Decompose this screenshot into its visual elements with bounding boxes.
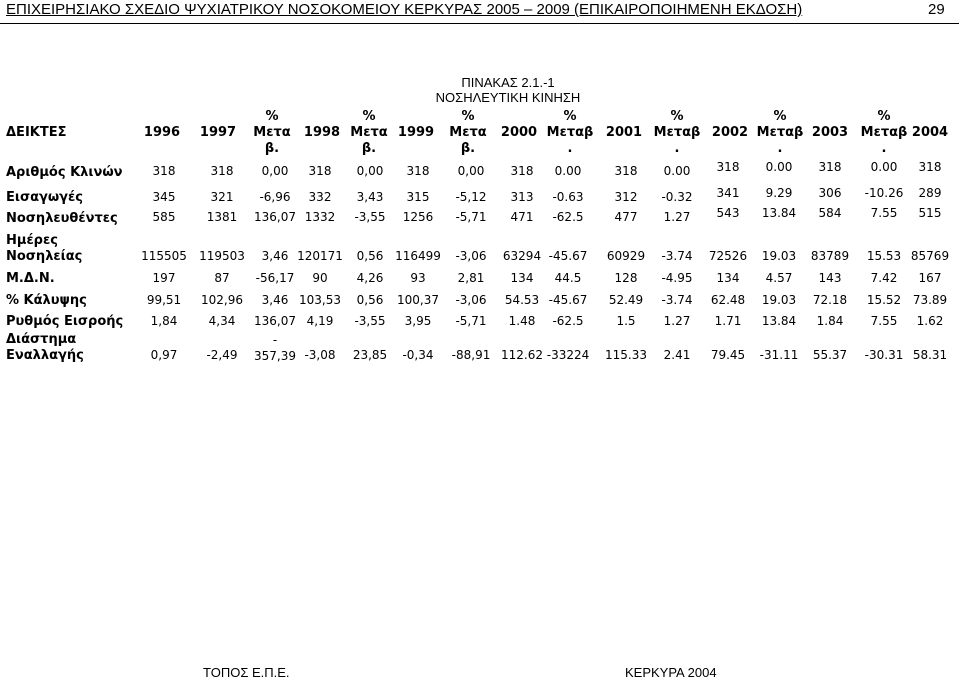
- table-cell: 128: [614, 271, 638, 285]
- column-header-line: 2002: [711, 125, 749, 140]
- row-label: [6, 314, 123, 330]
- table-cell: 2,81: [457, 271, 485, 285]
- table-cell: 7.55: [870, 206, 898, 220]
- column-header-line: 2004: [911, 125, 949, 140]
- column-header-line: Μεταβ: [653, 125, 701, 140]
- column-header-line: Μεταβ: [860, 125, 908, 140]
- table-cell: -62.5: [552, 314, 584, 328]
- table-cell: 90: [312, 271, 328, 285]
- footer-company: ΤΟΠΟΣ Ε.Π.Ε.: [203, 665, 290, 680]
- table-cell: 0.00: [663, 164, 691, 178]
- column-header: [544, 109, 596, 157]
- table-cell: -6,96: [259, 190, 291, 204]
- table-cell: 0,97: [150, 348, 178, 362]
- table-cell: -30.31: [864, 348, 904, 362]
- row-label-line: Εναλλαγής: [6, 348, 84, 363]
- table-cell: 0,56: [356, 293, 384, 307]
- table-cell: -10.26: [864, 186, 904, 200]
- column-header: [858, 109, 910, 157]
- column-header: [651, 109, 703, 157]
- table-cell: 85769: [910, 249, 950, 263]
- column-header-line: 1996: [143, 125, 181, 140]
- table-cell: 318: [716, 160, 740, 174]
- table-cell: -5,71: [455, 210, 487, 224]
- column-header-line: %: [362, 109, 376, 124]
- table-cell: 52.49: [608, 293, 644, 307]
- table-cell: 1.84: [816, 314, 844, 328]
- table-cell: 0,00: [457, 164, 485, 178]
- table-cell: 116499: [395, 249, 441, 263]
- row-label: [6, 293, 87, 309]
- table-cell: -62.5: [552, 210, 584, 224]
- table-cell: 93: [410, 271, 426, 285]
- column-header-line: Μεταβ: [756, 125, 804, 140]
- table-cell: 318: [406, 164, 430, 178]
- column-header-line: β.: [460, 141, 476, 156]
- column-header: [493, 125, 545, 141]
- table-cell: 289: [918, 186, 942, 200]
- table-cell: 4,26: [356, 271, 384, 285]
- column-header-line: .: [674, 141, 680, 156]
- row-label-line: Διάστημα: [6, 332, 77, 347]
- table-cell: -3,55: [354, 210, 386, 224]
- table-cell: -88,91: [451, 348, 491, 362]
- header-rule: [0, 23, 959, 24]
- table-cell: -0,34: [402, 348, 434, 362]
- footer-location-year: ΚΕΡΚΥΡΑ 2004: [625, 665, 717, 680]
- table-cell: 477: [614, 210, 638, 224]
- table-cell: -3,06: [455, 249, 487, 263]
- column-header: [442, 109, 494, 157]
- table-cell: 19.03: [761, 249, 797, 263]
- table-cell: 15.52: [866, 293, 902, 307]
- table-cell: 99,51: [146, 293, 182, 307]
- table-cell: -5,71: [455, 314, 487, 328]
- table-cell: 115.33: [605, 348, 647, 362]
- table-cell: 134: [510, 271, 534, 285]
- table-caption-number: ΠΙΝΑΚΑΣ 2.1.-1: [461, 75, 555, 90]
- table-cell: -3.74: [661, 249, 693, 263]
- table-cell: 197: [152, 271, 176, 285]
- table-cell: 0,00: [261, 164, 289, 178]
- table-cell: 72.18: [812, 293, 848, 307]
- table-cell: -2,49: [206, 348, 238, 362]
- table-cell: 0,56: [356, 249, 384, 263]
- table-cell: 83789: [810, 249, 850, 263]
- column-header-line: Μετα: [449, 125, 487, 140]
- table-cell: 54.53: [504, 293, 540, 307]
- row-label: [6, 271, 55, 287]
- table-cell: 0.00: [765, 160, 793, 174]
- table-caption: [338, 75, 678, 105]
- column-header: [343, 109, 395, 157]
- column-header: [904, 125, 956, 141]
- table-cell: 318: [818, 160, 842, 174]
- table-cell: -33224: [546, 348, 590, 362]
- table-cell: 345: [152, 190, 176, 204]
- row-label-line: Εισαγωγές: [6, 190, 83, 205]
- column-header: [136, 125, 188, 141]
- table-cell: 1256: [402, 210, 434, 224]
- column-header-line: %: [877, 109, 891, 124]
- row-label: [6, 332, 84, 364]
- column-header-line: β.: [361, 141, 377, 156]
- table-cell: 321: [210, 190, 234, 204]
- table-cell: 15.53: [866, 249, 902, 263]
- table-cell: 3,46: [261, 249, 289, 263]
- table-cell: 102,96: [201, 293, 243, 307]
- table-cell: 60929: [606, 249, 646, 263]
- table-cell: 1.62: [916, 314, 944, 328]
- row-label-line: Νοσηλείας: [6, 249, 83, 264]
- column-header-line: 2003: [811, 125, 849, 140]
- table-cell: 543: [716, 206, 740, 220]
- row-label-line: Ημέρες: [6, 233, 58, 248]
- table-cell: 13.84: [761, 314, 797, 328]
- column-header: [598, 125, 650, 141]
- table-cell: 3,43: [356, 190, 384, 204]
- row-label-line: Μ.Δ.Ν.: [6, 271, 55, 286]
- table-cell: 318: [210, 164, 234, 178]
- column-header-line: .: [881, 141, 887, 156]
- row-label-line: Αριθμός Κλινών: [6, 165, 123, 180]
- table-cell: - 357,39: [254, 333, 296, 363]
- row-label-line: Νοσηλευθέντες: [6, 211, 118, 226]
- column-header-line: %: [563, 109, 577, 124]
- table-cell: -5,12: [455, 190, 487, 204]
- table-cell: 318: [510, 164, 534, 178]
- table-cell: 313: [510, 190, 534, 204]
- column-header-line: %: [670, 109, 684, 124]
- column-header-line: Μετα: [253, 125, 291, 140]
- table-cell: -3,55: [354, 314, 386, 328]
- table-cell: 3,95: [404, 314, 432, 328]
- table-cell: 0.00: [870, 160, 898, 174]
- table-cell: 167: [918, 271, 942, 285]
- row-label: [6, 233, 82, 265]
- table-cell: 44.5: [554, 271, 582, 285]
- column-header-line: 1998: [303, 125, 341, 140]
- column-header-line: %: [265, 109, 279, 124]
- table-cell: 136,07: [254, 314, 296, 328]
- table-cell: -3,06: [455, 293, 487, 307]
- table-cell: 585: [152, 210, 176, 224]
- table-cell: 19.03: [761, 293, 797, 307]
- table-cell: 79.45: [710, 348, 746, 362]
- table-cell: 72526: [708, 249, 748, 263]
- table-cell: 1381: [206, 210, 238, 224]
- column-header-line: 1999: [397, 125, 435, 140]
- table-cell: 87: [214, 271, 230, 285]
- table-cell: 1.48: [508, 314, 536, 328]
- table-cell: 100,37: [397, 293, 439, 307]
- table-cell: 58.31: [912, 348, 948, 362]
- table-cell: -3,08: [304, 348, 336, 362]
- column-header-line: Μεταβ: [546, 125, 594, 140]
- table-cell: 515: [918, 206, 942, 220]
- table-cell: 63294: [502, 249, 542, 263]
- column-header-line: ΔΕΙΚΤΕΣ: [6, 125, 67, 140]
- table-cell: 341: [716, 186, 740, 200]
- column-header: [804, 125, 856, 141]
- column-header: [192, 125, 244, 141]
- column-header: [390, 125, 442, 141]
- table-cell: 1.5: [616, 314, 636, 328]
- page-number: 29: [928, 1, 945, 18]
- table-cell: 143: [818, 271, 842, 285]
- column-header-line: 2000: [500, 125, 538, 140]
- table-cell: 136,07: [254, 210, 296, 224]
- table-cell: 62.48: [710, 293, 746, 307]
- row-label-line: % Κάλυψης: [6, 293, 87, 308]
- row-label-line: Ρυθμός Εισροής: [6, 314, 124, 329]
- table-cell: 4,34: [208, 314, 236, 328]
- table-cell: 103,53: [299, 293, 341, 307]
- table-cell: 112.62: [501, 348, 543, 362]
- table-cell: 318: [308, 164, 332, 178]
- table-cell: 1,84: [150, 314, 178, 328]
- table-cell: 2.41: [663, 348, 691, 362]
- table-cell: 0.00: [554, 164, 582, 178]
- document-header-title: ΕΠΙΧΕΙΡΗΣΙΑΚΟ ΣΧΕΔΙΟ ΨΥΧΙΑΤΡΙΚΟΥ ΝΟΣΟΚΟΜΕΙΟΥ ΚΕΡΚΥΡΑΣ 2005 – 2009 (ΕΠΙΚΑΙΡΟΠΟΙΗΜΕΝΗ ΕΚΔΟΣΗ): [6, 1, 803, 18]
- table-cell: -3.74: [661, 293, 693, 307]
- table-cell: 134: [716, 271, 740, 285]
- table-cell: 120171: [297, 249, 343, 263]
- table-cell: -0.32: [661, 190, 693, 204]
- table-cell: 4.57: [765, 271, 793, 285]
- table-cell: 1.27: [663, 314, 691, 328]
- table-cell: 7.55: [870, 314, 898, 328]
- row-label: [6, 211, 118, 227]
- table-cell: 1332: [304, 210, 336, 224]
- column-header: [754, 109, 806, 157]
- table-cell: 3,46: [261, 293, 289, 307]
- table-cell: -45.67: [548, 249, 588, 263]
- table-cell: 312: [614, 190, 638, 204]
- column-header: [704, 125, 756, 141]
- table-cell: 73.89: [912, 293, 948, 307]
- table-cell: 318: [918, 160, 942, 174]
- column-header-line: %: [461, 109, 475, 124]
- table-cell: 318: [614, 164, 638, 178]
- table-cell: -0.63: [552, 190, 584, 204]
- column-header-line: .: [777, 141, 783, 156]
- table-cell: 0,00: [356, 164, 384, 178]
- table-cell: 332: [308, 190, 332, 204]
- table-cell: -31.11: [759, 348, 799, 362]
- column-header: [6, 125, 126, 141]
- table-cell: 119503: [199, 249, 245, 263]
- table-cell: 55.37: [812, 348, 848, 362]
- column-header: [296, 125, 348, 141]
- column-header-line: .: [567, 141, 573, 156]
- table-cell: 13.84: [761, 206, 797, 220]
- row-label: [6, 190, 83, 206]
- table-cell: 318: [152, 164, 176, 178]
- column-header-line: 2001: [605, 125, 643, 140]
- table-cell: 471: [510, 210, 534, 224]
- table-cell: -45.67: [548, 293, 588, 307]
- column-header-line: Μετα: [350, 125, 388, 140]
- table-cell: 1.27: [663, 210, 691, 224]
- table-cell: 7.42: [870, 271, 898, 285]
- table-cell: -56,17: [255, 271, 295, 285]
- table-cell: 315: [406, 190, 430, 204]
- table-cell: 584: [818, 206, 842, 220]
- table-cell: 115505: [141, 249, 187, 263]
- table-caption-title: ΝΟΣΗΛΕΥΤΙΚΗ ΚΙΝΗΣΗ: [435, 90, 581, 105]
- table-cell: 9.29: [765, 186, 793, 200]
- row-label: [6, 165, 122, 181]
- table-cell: 4,19: [306, 314, 334, 328]
- table-cell: 1.71: [714, 314, 742, 328]
- table-cell: -4.95: [661, 271, 693, 285]
- column-header-line: 1997: [199, 125, 237, 140]
- column-header-line: β.: [264, 141, 280, 156]
- table-cell: 23,85: [352, 348, 388, 362]
- column-header: [246, 109, 298, 157]
- table-cell: 306: [818, 186, 842, 200]
- column-header-line: %: [773, 109, 787, 124]
